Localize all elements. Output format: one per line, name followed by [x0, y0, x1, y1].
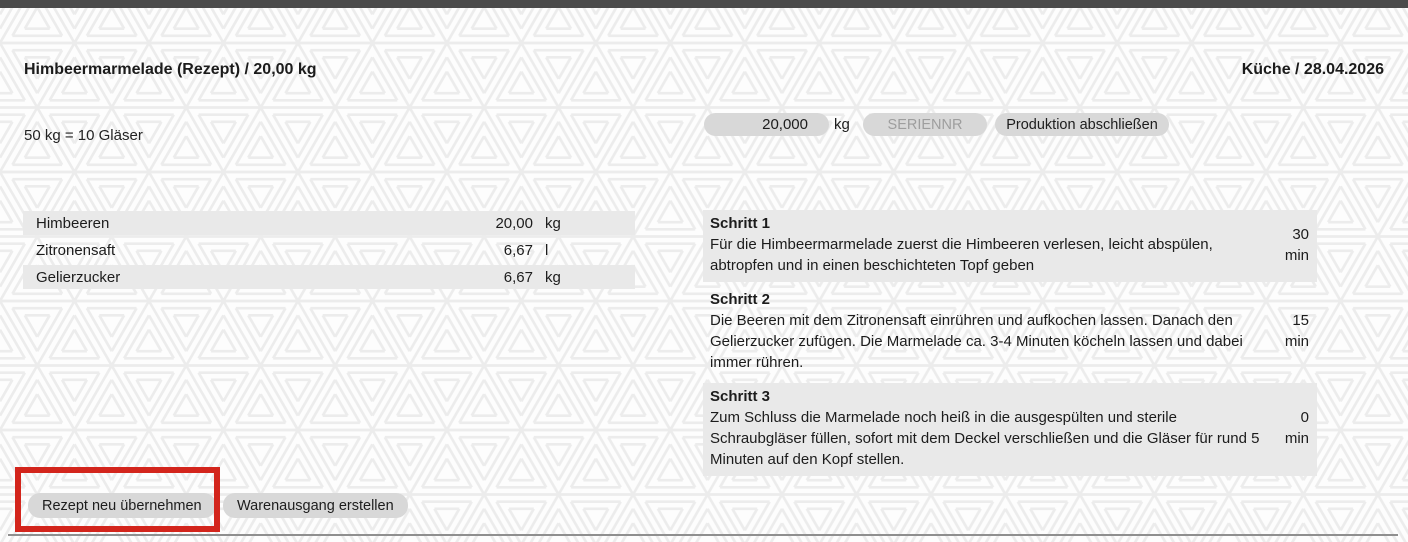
- header-context: Küche / 28.04.2026: [1241, 61, 1384, 78]
- step-duration: [1266, 289, 1309, 373]
- step-duration-unit: min: [1284, 430, 1309, 447]
- step-item: [703, 286, 1317, 379]
- page-title: Himbeermarmelade (Rezept) / 20,00 kg: [24, 61, 317, 78]
- step-duration: [1266, 213, 1309, 276]
- steps-list: [703, 210, 1317, 476]
- amount-unit-label: kg: [834, 116, 850, 133]
- step-content: [710, 289, 1266, 373]
- goods-issue-button[interactable]: Warenausgang erstellen: [223, 493, 408, 518]
- ingredient-name: Himbeeren: [36, 214, 110, 232]
- step-title: Schritt 3: [710, 388, 771, 405]
- step-item: [703, 210, 1317, 282]
- ingredient-row[interactable]: [23, 265, 635, 289]
- ingredient-name: Zitronensaft: [36, 241, 116, 259]
- step-duration: [1266, 386, 1309, 470]
- step-content: [710, 386, 1266, 470]
- step-text: Für die Himbeermarmelade zuerst die Himbeeren verlesen, leicht abspülen, abtropfen und in einen beschichteten Topf geben: [710, 236, 1213, 274]
- step-item: [703, 383, 1317, 476]
- amount-input[interactable]: [704, 113, 829, 136]
- step-duration-value: 30: [1292, 225, 1309, 243]
- bottom-divider: [8, 534, 1398, 536]
- copy-recipe-button[interactable]: Rezept neu übernehmen: [28, 493, 216, 518]
- yield-info: 50 kg = 10 Gläser: [24, 127, 143, 144]
- step-content: [710, 213, 1266, 276]
- ingredient-row[interactable]: [23, 211, 635, 235]
- step-title: Schritt 1: [710, 215, 771, 232]
- finish-production-button[interactable]: Produktion abschließen: [995, 113, 1169, 136]
- ingredient-quantity: 6,67: [503, 268, 533, 286]
- step-title: Schritt 2: [710, 291, 771, 308]
- ingredient-row[interactable]: [23, 238, 635, 262]
- step-text: Zum Schluss die Marmelade noch heiß in die ausgespülten und sterile Schraubgläser füllen, sofort mit dem Deckel verschließen und die Gläser für rund 5 Minuten auf den Kopf stellen.: [710, 409, 1260, 468]
- step-duration-value: 15: [1292, 312, 1309, 329]
- ingredient-unit: kg: [545, 268, 561, 286]
- top-bar: [0, 0, 1408, 8]
- ingredient-quantity: 6,67: [503, 241, 533, 259]
- serial-number-button[interactable]: SERIENNR: [863, 113, 987, 136]
- ingredient-unit: kg: [545, 214, 561, 232]
- ingredient-quantity: 20,00: [495, 214, 533, 232]
- ingredients-table: [23, 211, 635, 292]
- step-duration-unit: min: [1284, 333, 1309, 350]
- step-duration-value: 0: [1300, 409, 1309, 426]
- step-text: Die Beeren mit dem Zitronensaft einrühren und aufkochen lassen. Danach den Gelierzucker zufügen. Die Marmelade ca. 3-4 Minuten köcheln lassen und dabei immer rühren.: [710, 312, 1243, 371]
- step-duration-unit: min: [1284, 246, 1309, 264]
- ingredient-name: Gelierzucker: [36, 268, 121, 286]
- ingredient-unit: l: [545, 241, 549, 259]
